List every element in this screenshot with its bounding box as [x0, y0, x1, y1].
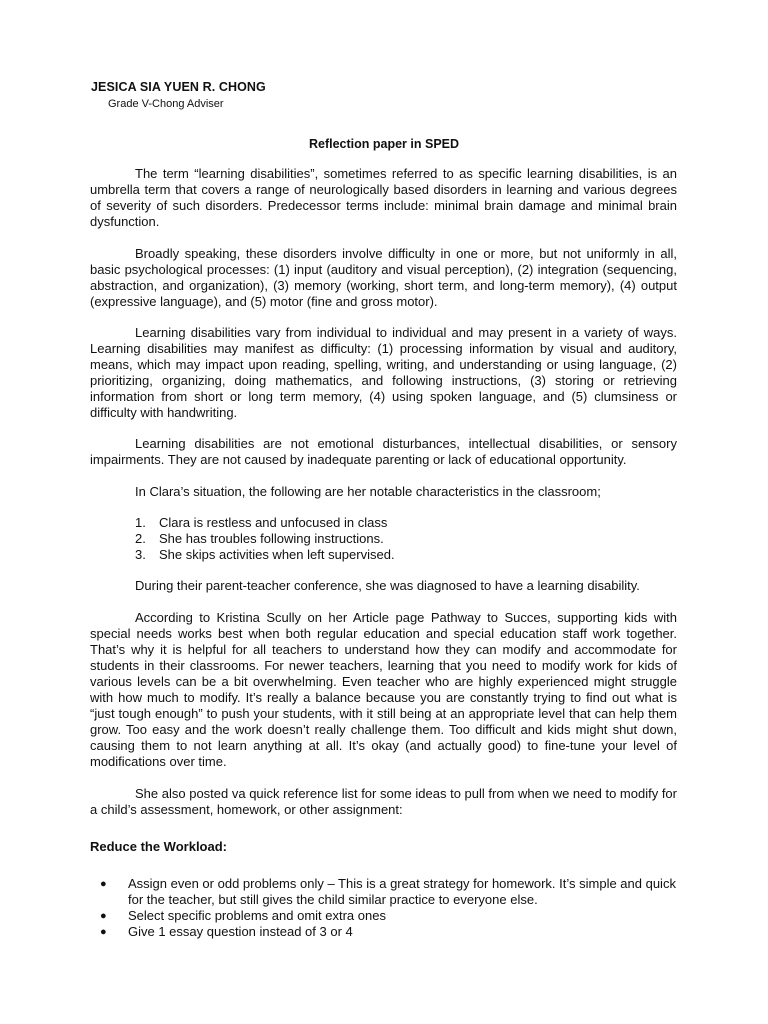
list-text: Clara is restless and unfocused in class [159, 515, 388, 530]
list-item [135, 531, 395, 547]
paragraph-processes: Broadly speaking, these disorders involve difficulty in one or more, but not uniformly in all, basic psychological processes: (1) input (auditory and visual perception), (2) integration (sequencing, abstraction, and organization), (3) memory (working, short term, and long-term memory), (4) output (expressive language), and (5) motor (fine and gross motor). [90, 246, 677, 309]
list-number: 3. [135, 547, 146, 562]
paragraph-exclusions: Learning disabilities are not emotional disturbances, intellectual disabilities, or sensory impairments. They are not caused by inadequate parenting or lack of educational opportunity. [90, 436, 677, 467]
list-number: 1. [135, 515, 146, 530]
document-title: Reflection paper in SPED [308, 137, 460, 151]
list-number: 2. [135, 531, 146, 546]
clara-intro: In Clara’s situation, the following are her notable characteristics in the classroom; [135, 484, 601, 499]
paragraph-scully: According to Kristina Scully on her Article page Pathway to Succes, supporting kids with special needs works best when both regular education and special education staff work together. That’s why it is helpful for all teachers to understand how they can modify and accommodate for students in their classrooms. For newer teachers, learning that you need to modify work for kids of various levels can be a bit overwhelming. Even teacher who are highly experienced might struggle with how much to modify. It’s really a balance because you are constantly trying to find out what is “just tough enough” to push your students, with it still being at an appropriate level that can help them grow. Too easy and the work doesn’t really challenge them. Too difficult and kids might shut down, causing them to not learn anything at all. It’s okay (and actually good) to fine-tune your level of modifications over time. [90, 610, 677, 769]
list-item [100, 924, 678, 940]
list-text: She has troubles following instructions. [159, 531, 384, 546]
paragraph-reference: She also posted va quick reference list for some ideas to pull from when we need to modify for a child’s assessment, homework, or other assignment: [90, 786, 677, 817]
bullet-icon: ● [100, 926, 107, 938]
paragraph-manifestations: Learning disabilities vary from individual to individual and may present in a variety of ways. Learning disabilities may manifest as difficulty: (1) processing information by visual and auditory, means, which may impact upon reading, spelling, writing, and understanding or using language, (2) prioritizing, organizing, doing mathematics, and following instructions, (3) storing or retrieving information from short or long term memory, (4) using spoken language, and (5) clumsiness or difficulty with handwriting. [90, 325, 677, 420]
list-text: Give 1 essay question instead of 3 or 4 [128, 924, 353, 939]
list-item [100, 908, 678, 924]
list-item [135, 547, 395, 563]
characteristics-list [135, 515, 395, 563]
list-text: She skips activities when left supervised. [159, 547, 395, 562]
list-text: Assign even or odd problems only – This is a great strategy for homework. It’s simple and quick for the teacher, but still gives the child similar practice to everyone else. [128, 876, 676, 907]
author-role: Grade V-Chong Adviser [108, 98, 224, 110]
list-item [135, 515, 395, 531]
workload-heading: Reduce the Workload: [90, 839, 228, 854]
list-item [100, 876, 678, 908]
workload-list [100, 876, 678, 940]
list-text: Select specific problems and omit extra ones [128, 908, 386, 923]
author-name: JESICA SIA YUEN R. CHONG [91, 80, 266, 94]
conference-note: During their parent-teacher conference, she was diagnosed to have a learning disability. [135, 578, 640, 593]
bullet-icon: ● [100, 910, 107, 922]
bullet-icon: ● [100, 878, 107, 890]
paragraph-definition: The term “learning disabilities”, sometimes referred to as specific learning disabilities, is an umbrella term that covers a range of neurologically based disorders in learning and various degrees of severity of such disorders. Predecessor terms include: minimal brain damage and minimal brain dysfunction. [90, 166, 677, 229]
